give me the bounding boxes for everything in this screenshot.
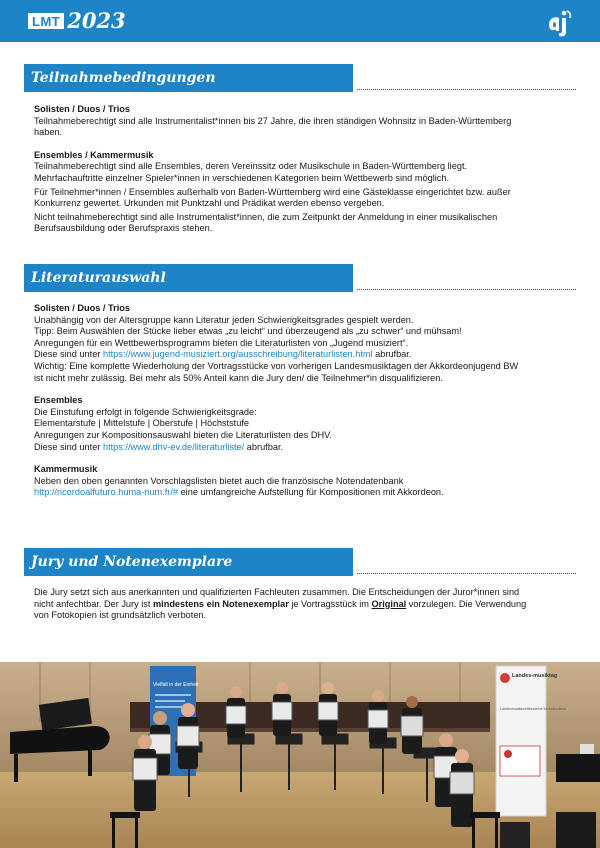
text-line: Teilnahmeberechtigt sind alle Instrumentalist*innen bis 27 Jahre, die ihren ständigen Wohnsitz in Baden-Württemberg — [34, 115, 512, 126]
text-line: Anregungen für ein Wettbewerbsprogramm bieten die Literaturlisten von „Jugend musiziert“. — [34, 337, 409, 348]
section-title: Literaturauswahl — [31, 270, 166, 286]
brand-badge: LMT — [28, 13, 64, 29]
text-fragment: nicht anfechtbar. Der Jury ist — [34, 598, 153, 609]
header-bar — [0, 0, 600, 42]
dotted-rule — [357, 289, 576, 290]
text-line: Die Jury setzt sich aus anerkannten und qualifizierten Fachleuten zusammen. Die Entscheidungen der Juror*innen sind — [34, 587, 520, 597]
section-title: Teilnahmebedingungen — [31, 70, 216, 86]
text-fragment: vorzulegen. Die Verwendung — [406, 598, 527, 609]
dotted-rule — [357, 89, 576, 90]
text-line: Teilnahmeberechtigt sind alle Ensembles, deren Vereinssitz oder Musikschule in Baden-Württemberg liegt. — [34, 161, 468, 172]
text-line — [34, 487, 570, 499]
banner-right-subtitle: Landesmusiktwettbewerbe für Akkordeon — [500, 707, 566, 711]
ricordoalfuturo-link[interactable]: http://ricordoalfuturo.huma-num.fr/# — [34, 487, 179, 498]
text-line — [34, 442, 570, 454]
text-line: Die Einstufung erfolgt in folgende Schwierigkeitsgrade: — [34, 406, 257, 417]
section-header-jury — [24, 548, 576, 576]
text-fragment: eine umfangreiche Aufstellung für Kompositionen mit Akkordeon. — [178, 487, 444, 498]
subheading: Ensembles / Kammermusik — [34, 149, 154, 160]
subheading: Solisten / Duos / Trios — [34, 104, 130, 114]
text-line: Mehrfachauftritte einzelner Spieler*innen in verschiedenen Kategorien beim Wettbewerb sind möglich. — [34, 172, 450, 183]
dhv-link[interactable]: https://www.dhv-ev.de/literaturliste/ — [102, 441, 245, 452]
text-fragment: abrufbar. — [244, 441, 284, 452]
text-line — [34, 349, 570, 361]
text-line: Konkurrenz gewertet. Urkunden mit Punktzahl und Prädikat werden ebenso vergeben. — [34, 198, 385, 209]
brand-year: 2023 — [67, 8, 126, 33]
text-line: von Fotokopien ist grundsätzlich verboten. — [34, 610, 207, 621]
ensemble-photo-illustration — [0, 662, 600, 848]
text-line: Elementarstufe | Mittelstufe | Oberstufe | Höchststufe — [34, 418, 249, 429]
text-fragment: Diese sind unter — [34, 441, 103, 452]
text-line: haben. — [34, 127, 63, 138]
bold-fragment: mindestens ein Notenexemplar — [152, 598, 289, 609]
aj-logo-icon — [546, 7, 576, 37]
text-line: Wichtig: Eine komplette Wiederholung der Vortragsstücke von vorherigen Landesmusiktagen der Akkordeonjugend BW — [34, 360, 519, 371]
text-fragment: je Vortragsstück im — [288, 598, 372, 609]
literatur-body — [34, 303, 570, 499]
banner-left-text: Vielfalt in der Einheit — [153, 682, 199, 688]
text-line: Anregungen zur Kompositionsauswahl bieten die Literaturlisten des DHV. — [34, 429, 332, 440]
banner-right-title: Landes-musiktag — [512, 673, 558, 679]
subheading: Ensembles — [34, 395, 83, 406]
text-line: Nicht teilnahmeberechtigt sind alle Instrumentalist*innen, die zum Zeitpunkt der Anmeldung in einer musikalischen — [34, 211, 498, 222]
text-line: Berufsausbildung oder Berufspraxis stehen. — [34, 223, 213, 234]
jugend-musiziert-link[interactable]: https://www.jugend-musiziert.org/ausschreibung/literaturlisten.html — [102, 349, 373, 360]
text-line: Für Teilnehmer*innen / Ensembles außerhalb von Baden-Württemberg wird eine Gästeklasse eingerichtet bzw. außer — [34, 186, 511, 197]
subheading: Solisten / Duos / Trios — [34, 303, 130, 313]
brand — [28, 8, 126, 33]
section-header-teilnahme — [24, 64, 576, 92]
text-fragment: Diese sind unter — [34, 349, 103, 360]
jury-body — [34, 587, 570, 622]
ensemble-photo — [0, 662, 600, 848]
teilnahme-body — [34, 104, 570, 235]
underlined-fragment: Original — [371, 598, 407, 609]
section-header-literatur — [24, 264, 576, 292]
section-title: Jury und Notenexemplare — [31, 554, 233, 570]
text-line: Tipp: Beim Auswählen der Stücke lieber etwas „zu leicht“ und überzeugend als „zu schwer“ und mühsam! — [34, 326, 462, 337]
text-fragment: abrufbar. — [372, 349, 412, 360]
text-line: Neben den oben genannten Vorschlagslisten bietet auch die französische Notendatenbank — [34, 475, 404, 486]
text-line — [34, 599, 570, 611]
text-line: ist nicht mehr zulässig. Bei mehr als 50% Anteil kann die Jury den/ die Teilnehmer*in disqualifizieren. — [34, 372, 443, 383]
text-line: Unabhängig von der Altersgruppe kann Literatur jeden Schwierigkeitsgrades gespielt werden. — [34, 314, 414, 325]
dotted-rule — [357, 573, 576, 574]
subheading: Kammermusik — [34, 464, 98, 475]
